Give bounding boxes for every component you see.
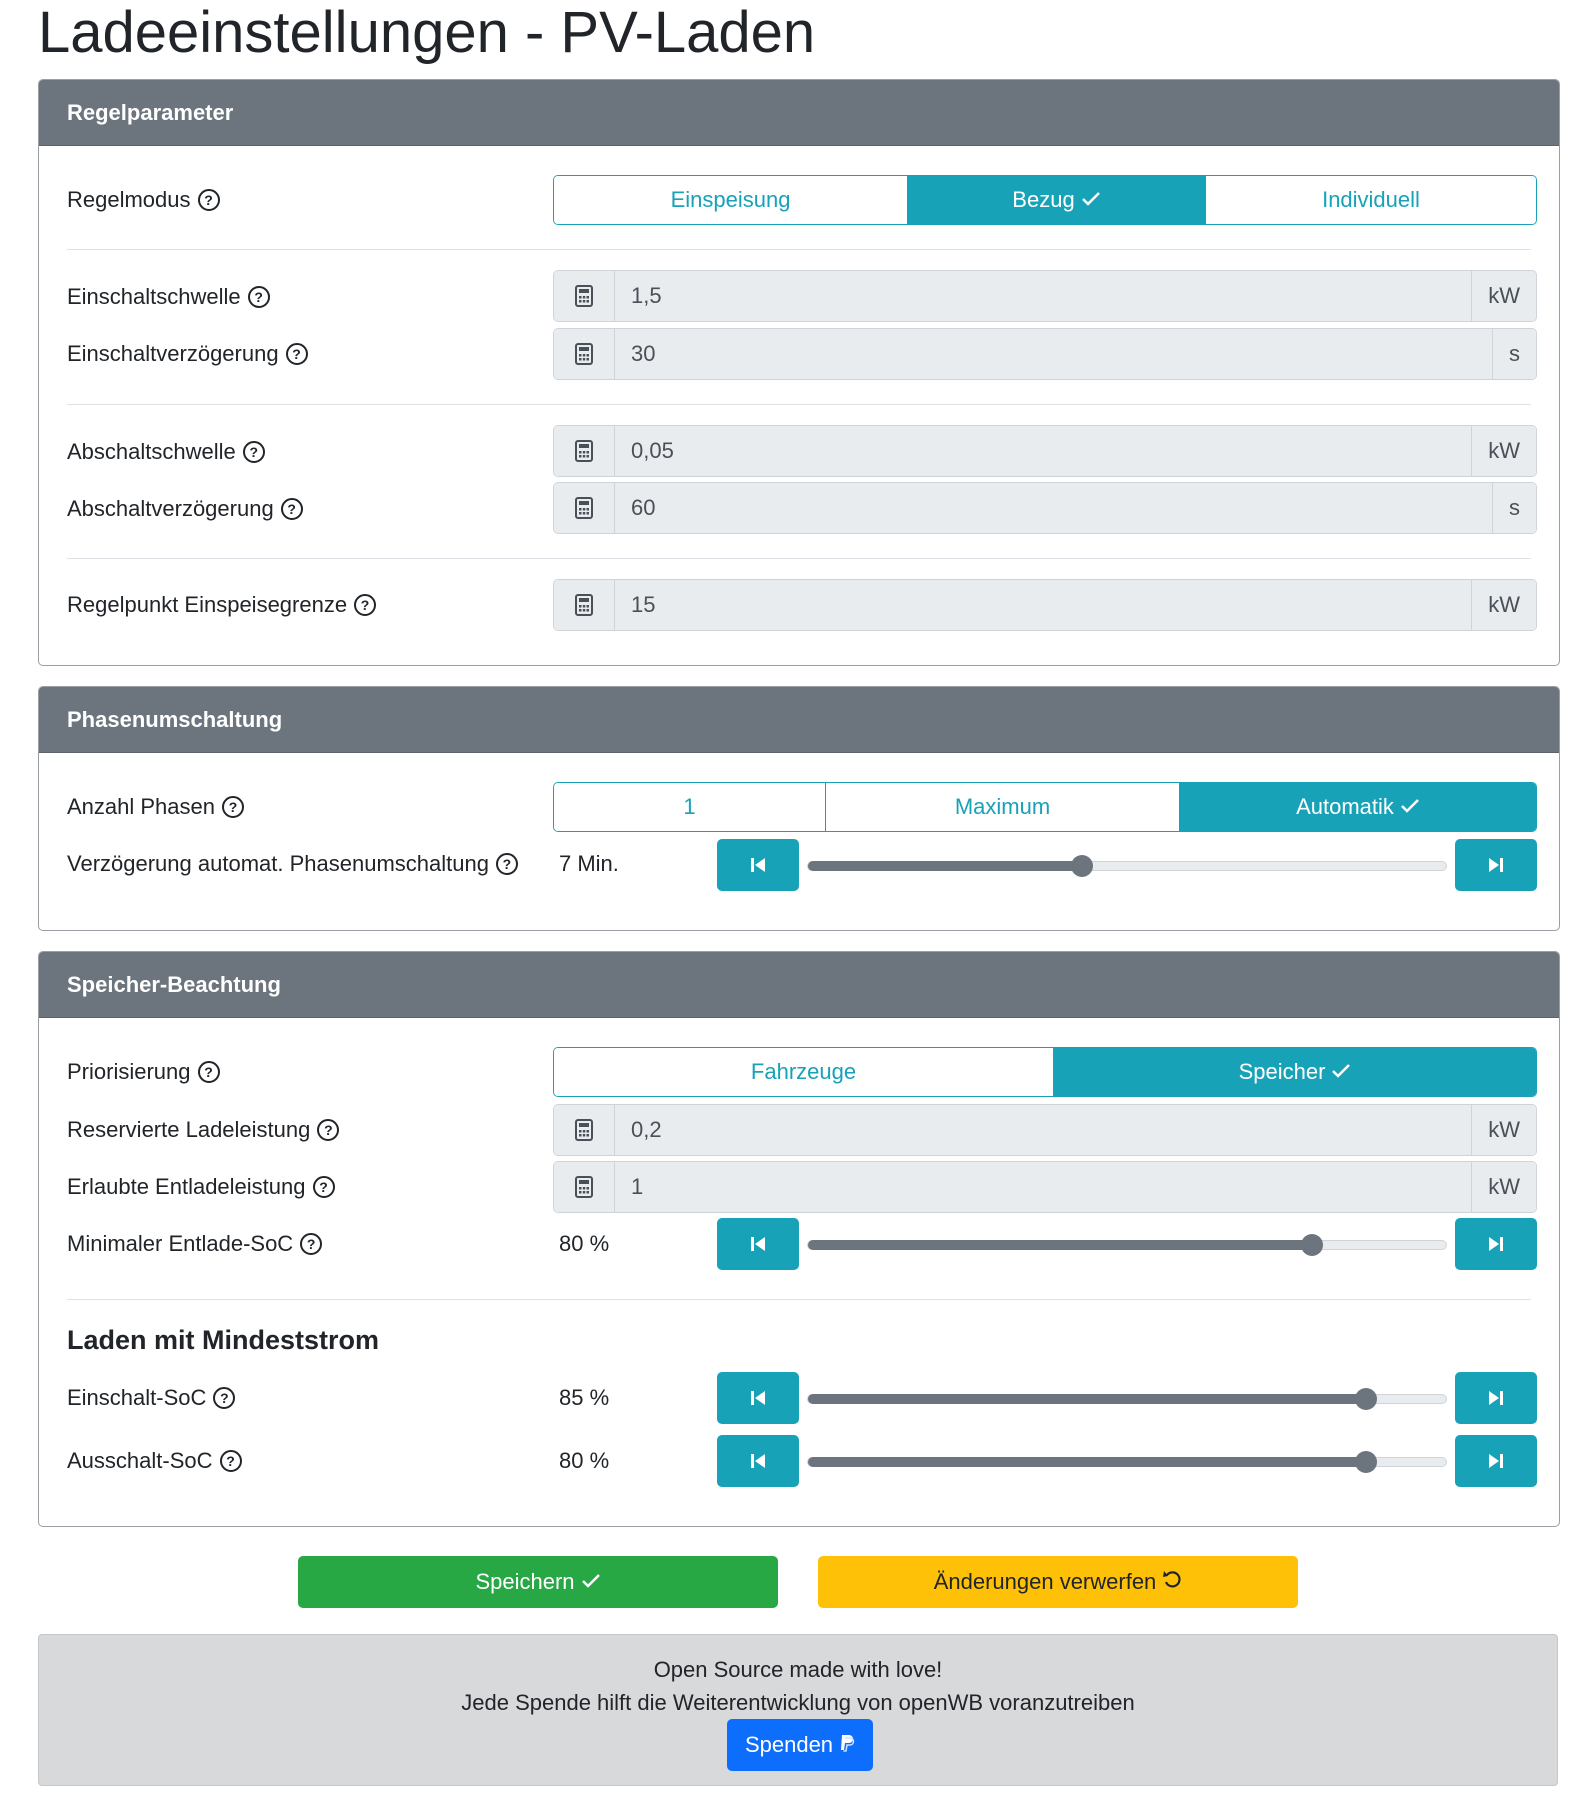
step-back-button[interactable]: [717, 1435, 799, 1487]
regelmodus-option-individuell[interactable]: [1206, 176, 1536, 224]
slider-handle[interactable]: [1355, 1388, 1377, 1410]
calculator-icon[interactable]: [554, 426, 615, 476]
footer-line2: Jede Spende hilft die Weiterentwicklung von openWB voranzutreiben: [461, 1690, 1135, 1715]
abschaltverzoegerung-input[interactable]: 60: [615, 483, 1492, 533]
paypal-icon: [839, 1732, 855, 1758]
row-abschaltschwelle: [67, 438, 265, 466]
step-back-button[interactable]: [717, 1218, 799, 1270]
regelpunkt-input[interactable]: 15: [615, 580, 1471, 630]
einschalt-soc-value: 85 %: [559, 1385, 610, 1410]
unit-label: kW: [1471, 580, 1536, 630]
step-back-icon: [750, 857, 766, 873]
unit-label: s: [1492, 329, 1536, 379]
help-icon[interactable]: ?: [354, 594, 376, 616]
footer-line1: Open Source made with love!: [653, 1657, 943, 1682]
step-forward-icon: [1488, 1453, 1504, 1469]
abschaltschwelle-label: Abschaltschwelle: [67, 439, 236, 464]
row-reservierte-ladeleistung: [67, 1116, 339, 1144]
phasen-option-automatik[interactable]: [1180, 783, 1536, 831]
regelmodus-buttongroup: [553, 175, 1537, 225]
card-speicher: [38, 951, 1560, 1527]
minimaler-entlade-soc-value: 80 %: [559, 1231, 610, 1256]
card-header-regelparameter[interactable]: Regelparameter: [39, 80, 1559, 146]
verzoegerung-label: Verzögerung automat. Phasenumschaltung: [67, 851, 489, 876]
save-label: Speichern: [475, 1569, 575, 1594]
card-regelparameter: [38, 79, 1560, 666]
step-back-button[interactable]: [717, 839, 799, 891]
row-abschaltverzoegerung: [67, 495, 303, 523]
row-erlaubte-entladeleistung: [67, 1173, 335, 1201]
step-back-icon: [750, 1453, 766, 1469]
priorisierung-label: Priorisierung: [67, 1059, 191, 1084]
footer: [38, 1634, 1558, 1786]
unit-label: s: [1492, 483, 1536, 533]
page-title: Ladeeinstellungen - PV-Laden: [38, 0, 816, 65]
anzahl-phasen-buttongroup: [553, 782, 1537, 832]
unit-label: kW: [1471, 426, 1536, 476]
step-forward-button[interactable]: [1455, 839, 1537, 891]
card-header-speicher[interactable]: Speicher-Beachtung: [39, 952, 1559, 1018]
slider-handle[interactable]: [1071, 855, 1093, 877]
step-forward-button[interactable]: [1455, 1372, 1537, 1424]
row-einschaltschwelle: [67, 283, 270, 311]
einschaltschwelle-input[interactable]: 1,5: [615, 271, 1471, 321]
row-einschaltverzoegerung: [67, 340, 308, 368]
option-label: Fahrzeuge: [750, 1059, 857, 1084]
unit-label: kW: [1471, 1162, 1536, 1212]
minimaler-entlade-soc-label: Minimaler Entlade-SoC: [67, 1231, 294, 1256]
erlaubte-entladeleistung-input-group: [553, 1161, 1537, 1213]
step-back-icon: [750, 1390, 766, 1406]
help-icon[interactable]: ?: [300, 1233, 322, 1255]
step-forward-button[interactable]: [1455, 1435, 1537, 1487]
option-label: Automatik: [1296, 794, 1394, 819]
phasen-option-maximum[interactable]: [826, 783, 1180, 831]
card-header-phasenumschaltung[interactable]: Phasenumschaltung: [39, 687, 1559, 753]
einschalt-soc-slider[interactable]: [807, 1394, 1447, 1404]
help-icon[interactable]: ?: [281, 498, 303, 520]
ausschalt-soc-slider[interactable]: [807, 1457, 1447, 1467]
prio-option-fahrzeuge[interactable]: [554, 1048, 1054, 1096]
calculator-icon[interactable]: [554, 483, 615, 533]
calculator-icon[interactable]: [554, 580, 615, 630]
step-forward-button[interactable]: [1455, 1218, 1537, 1270]
card-phasenumschaltung: [38, 686, 1560, 931]
regelpunkt-input-group: [553, 579, 1537, 631]
slider-fill: [808, 861, 1082, 871]
option-label: Individuell: [1322, 187, 1420, 212]
einschaltverzoegerung-input-group: [553, 328, 1537, 380]
slider-fill: [808, 1457, 1366, 1467]
ausschalt-soc-value: 80 %: [559, 1448, 610, 1473]
check-icon: [1331, 1059, 1351, 1085]
help-icon[interactable]: ?: [248, 286, 270, 308]
unit-label: kW: [1471, 1105, 1536, 1155]
step-back-button[interactable]: [717, 1372, 799, 1424]
regelpunkt-label: Regelpunkt Einspeisegrenze: [67, 592, 348, 617]
reservierte-ladeleistung-input-group: [553, 1104, 1537, 1156]
step-back-icon: [750, 1236, 766, 1252]
priorisierung-buttongroup: [553, 1047, 1537, 1097]
option-label: Maximum: [954, 794, 1051, 819]
slider-fill: [808, 1394, 1366, 1404]
abschaltverzoegerung-label: Abschaltverzögerung: [67, 496, 274, 521]
row-verzoegerung: [67, 850, 518, 878]
abschaltverzoegerung-input-group: [553, 482, 1537, 534]
einschaltverzoegerung-input[interactable]: 30: [615, 329, 1492, 379]
einschalt-soc-label: Einschalt-SoC: [67, 1385, 207, 1410]
option-label: 1: [683, 794, 696, 819]
regelmodus-option-einspeisung[interactable]: [554, 176, 908, 224]
minimaler-entlade-soc-slider[interactable]: [807, 1240, 1447, 1250]
calculator-icon[interactable]: [554, 1162, 615, 1212]
prio-option-speicher[interactable]: [1054, 1048, 1536, 1096]
check-icon: [1400, 794, 1420, 820]
help-icon[interactable]: ?: [222, 796, 244, 818]
divider: [67, 249, 1531, 250]
help-icon[interactable]: ?: [243, 441, 265, 463]
step-forward-icon: [1488, 1236, 1504, 1252]
regelmodus-option-bezug[interactable]: [908, 176, 1206, 224]
row-regelmodus: [67, 186, 220, 214]
unit-label: kW: [1471, 271, 1536, 321]
help-icon[interactable]: ?: [198, 1061, 220, 1083]
row-regelpunkt: [67, 591, 376, 619]
einschaltschwelle-input-group: [553, 270, 1537, 322]
einschaltverzoegerung-label: Einschaltverzögerung: [67, 341, 279, 366]
erlaubte-entladeleistung-label: Erlaubte Entladeleistung: [67, 1174, 306, 1199]
divider: [67, 1299, 1531, 1300]
undo-icon: [1162, 1569, 1182, 1595]
donate-label: Spenden: [744, 1732, 834, 1757]
help-icon[interactable]: ?: [496, 853, 518, 875]
row-anzahl-phasen: [67, 793, 244, 821]
row-einschalt-soc: [67, 1384, 235, 1412]
anzahl-phasen-label: Anzahl Phasen: [67, 794, 215, 819]
erlaubte-entladeleistung-input[interactable]: 1: [615, 1162, 1471, 1212]
calculator-icon[interactable]: [554, 271, 615, 321]
option-label: Speicher: [1238, 1059, 1326, 1084]
verzoegerung-slider[interactable]: [807, 861, 1447, 871]
help-icon[interactable]: ?: [313, 1176, 335, 1198]
reservierte-ladeleistung-input[interactable]: 0,2: [615, 1105, 1471, 1155]
help-icon[interactable]: ?: [220, 1450, 242, 1472]
step-forward-icon: [1488, 1390, 1504, 1406]
slider-fill: [808, 1240, 1312, 1250]
save-button[interactable]: [298, 1556, 778, 1608]
abschaltschwelle-input-group: [553, 425, 1537, 477]
einschaltschwelle-label: Einschaltschwelle: [67, 284, 241, 309]
discard-label: Änderungen verwerfen: [933, 1569, 1157, 1594]
verzoegerung-value: 7 Min.: [559, 851, 619, 876]
check-icon: [581, 1569, 601, 1595]
mindeststrom-heading: Laden mit Mindeststrom: [67, 1325, 380, 1355]
abschaltschwelle-input[interactable]: 0,05: [615, 426, 1471, 476]
calculator-icon[interactable]: [554, 1105, 615, 1155]
help-icon[interactable]: ?: [213, 1387, 235, 1409]
check-icon: [1081, 187, 1101, 213]
help-icon[interactable]: ?: [286, 343, 308, 365]
help-icon[interactable]: ?: [317, 1119, 339, 1141]
calculator-icon[interactable]: [554, 329, 615, 379]
help-icon[interactable]: ?: [198, 189, 220, 211]
step-forward-icon: [1488, 857, 1504, 873]
phasen-option-1[interactable]: [554, 783, 826, 831]
reservierte-ladeleistung-label: Reservierte Ladeleistung: [67, 1117, 311, 1142]
donate-button[interactable]: [727, 1719, 873, 1771]
slider-handle[interactable]: [1301, 1234, 1323, 1256]
slider-handle[interactable]: [1355, 1451, 1377, 1473]
regelmodus-label: Regelmodus: [67, 187, 191, 212]
row-priorisierung: [67, 1058, 220, 1086]
option-label: Einspeisung: [670, 187, 791, 212]
divider: [67, 558, 1531, 559]
option-label: Bezug: [1012, 187, 1075, 212]
discard-button[interactable]: [818, 1556, 1298, 1608]
divider: [67, 404, 1531, 405]
row-ausschalt-soc: [67, 1447, 242, 1475]
ausschalt-soc-label: Ausschalt-SoC: [67, 1448, 213, 1473]
row-minimaler-entlade-soc: [67, 1230, 322, 1258]
